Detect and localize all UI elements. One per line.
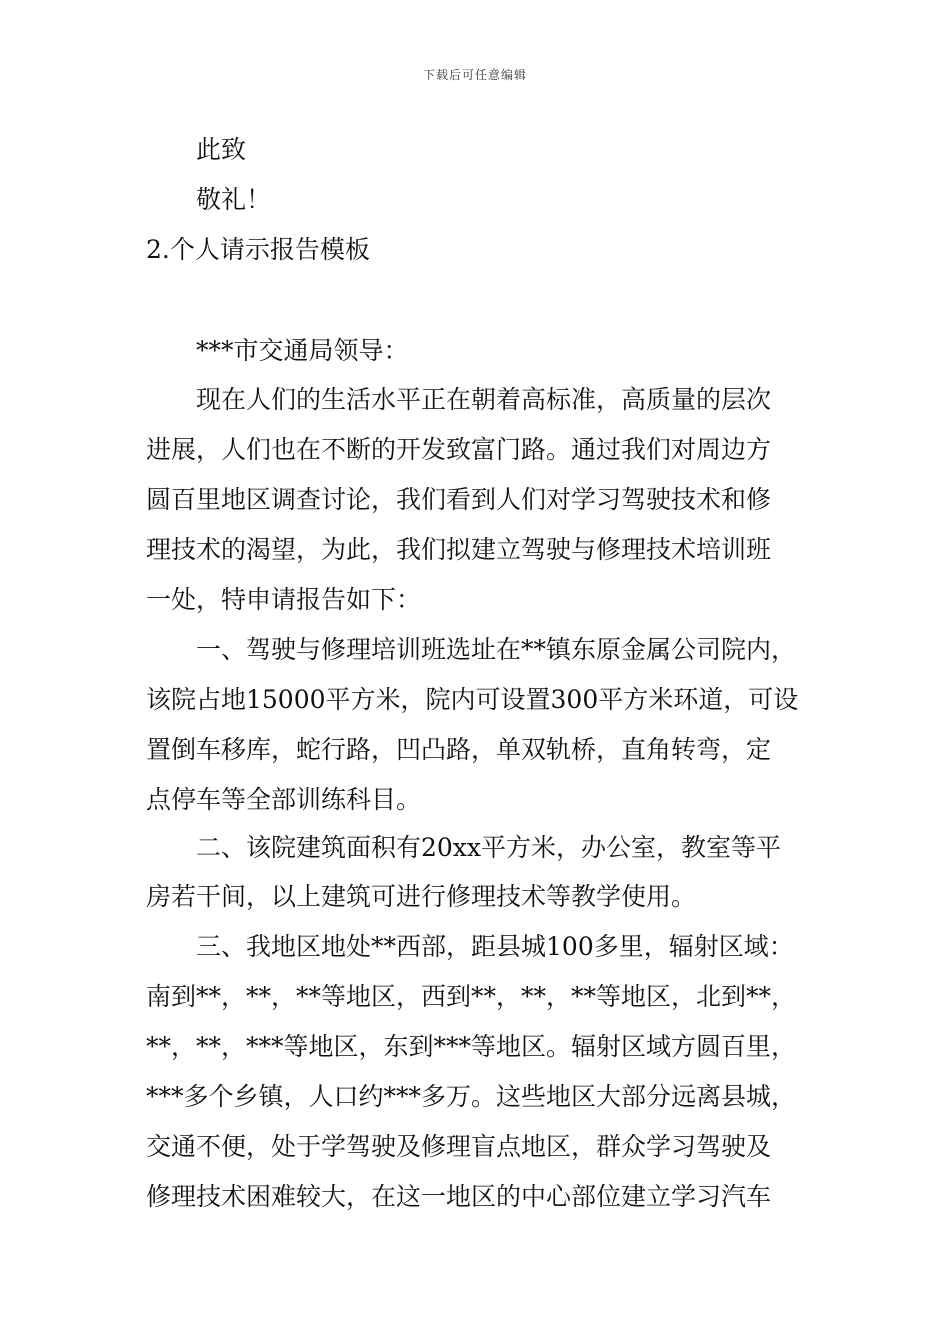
closing-line-2: 敬礼！ — [196, 185, 272, 214]
paragraph-line: 圆百里地区调查讨论，我们看到人们对学习驾驶技术和修 — [146, 485, 772, 514]
paragraph-line: 二、该院建筑面积有20xx平方米，办公室，教室等平 — [196, 833, 782, 862]
paragraph-line: 三、我地区地处**西部，距县城100多里，辐射区域： — [196, 932, 794, 961]
page-header: 下载后可任意编辑 — [422, 68, 527, 82]
paragraph-line: 点停车等全部训练科目。 — [146, 785, 422, 814]
paragraph-line: 一、驾驶与修理培训班选址在**镇东原金属公司院内， — [196, 635, 797, 664]
paragraph-line: 一处，特申请报告如下： — [146, 585, 422, 614]
closing-line-1: 此致 — [196, 135, 247, 164]
paragraph-line: 修理技术困难较大，在这一地区的中心部位建立学习汽车 — [146, 1182, 772, 1211]
paragraph-line: 置倒车移库，蛇行路，凹凸路，单双轨桥，直角转弯，定 — [146, 735, 772, 764]
paragraph-line: 该院占地15000平方米，院内可设置300平方米环道，可设 — [146, 685, 799, 714]
paragraph-line: 理技术的渴望，为此，我们拟建立驾驶与修理技术培训班 — [146, 535, 772, 564]
paragraph-line: ***多个乡镇，人口约***多万。这些地区大部分远离县城， — [146, 1082, 797, 1111]
paragraph-line: 房若干间，以上建筑可进行修理技术等教学使用。 — [146, 882, 697, 911]
paragraph-line: 进展，人们也在不断的开发致富门路。通过我们对周边方 — [146, 435, 772, 464]
paragraph-line: 南到**，**，**等地区，西到**，**，**等地区，北到**， — [146, 982, 797, 1011]
paragraph-line: **，**，***等地区，东到***等地区。辐射区域方圆百里， — [146, 1032, 797, 1061]
salutation: ***市交通局领导： — [196, 336, 409, 365]
paragraph-line: 交通不便，处于学驾驶及修理盲点地区，群众学习驾驶及 — [146, 1132, 772, 1161]
paragraph-line: 现在人们的生活水平正在朝着高标准，高质量的层次 — [196, 385, 772, 414]
section-title: 2.个人请示报告模板 — [146, 235, 370, 264]
